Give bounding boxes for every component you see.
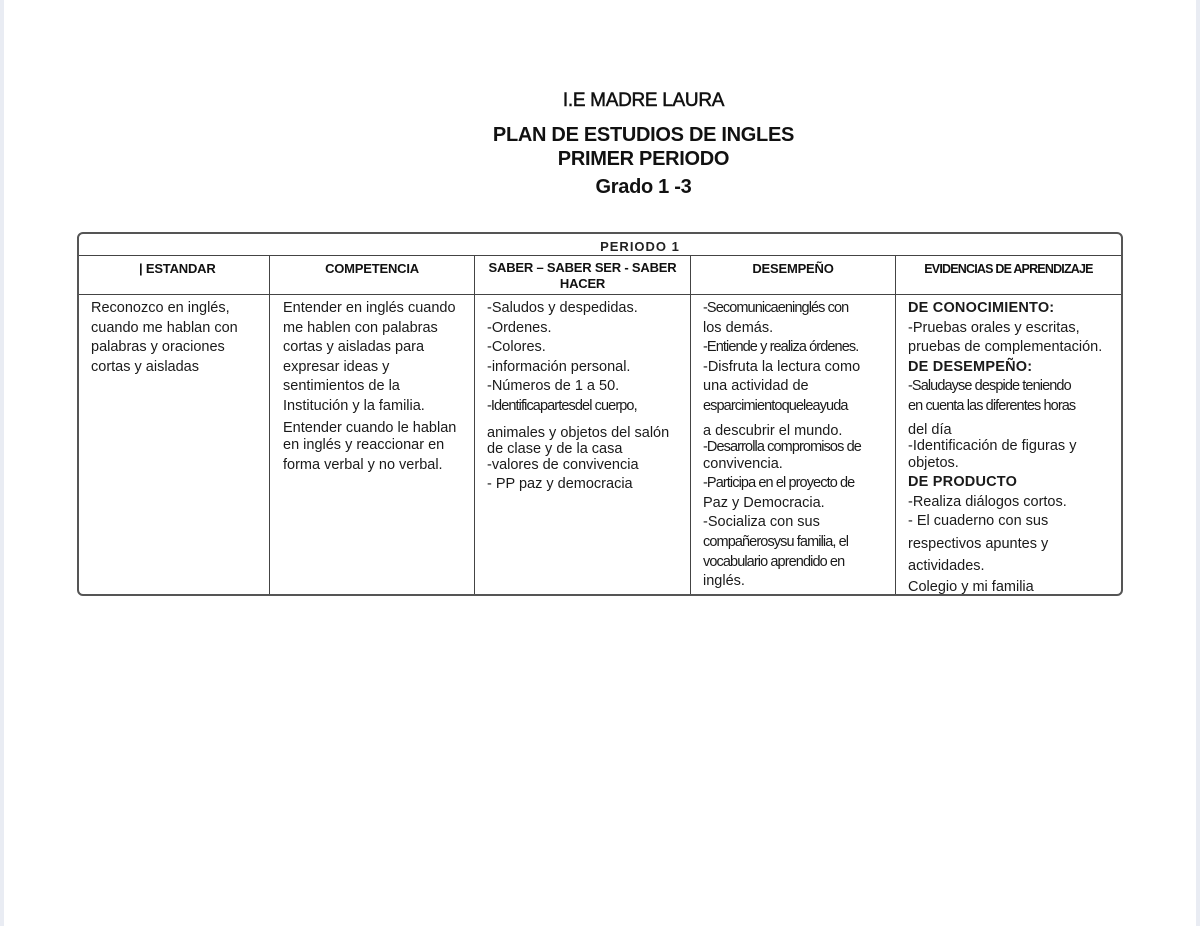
body-line: en inglés y reaccionar en <box>283 436 445 453</box>
header-line: - SABER HACER <box>559 260 677 291</box>
body-line: una actividad de <box>703 378 809 395</box>
column-header-saber <box>475 256 690 295</box>
document-title-block <box>0 90 1200 202</box>
study-plan-table <box>77 232 1123 596</box>
body-line: respectivos apuntes y <box>908 535 1049 552</box>
section-title-producto: DE PRODUCTO <box>908 474 1018 491</box>
period-title: PRIMER PERIODO <box>557 148 730 170</box>
column-body-desempeno <box>691 295 895 592</box>
body-line: cuando me hablan con <box>91 319 238 336</box>
body-line: -Colores. <box>487 339 546 356</box>
body-line: -información personal. <box>487 358 631 375</box>
body-line: expresar ideas y <box>283 358 390 375</box>
body-line: me hablen con palabras <box>283 319 438 336</box>
body-line: forma verbal y no verbal. <box>283 456 443 473</box>
body-line: pruebas de complementación. <box>908 339 1103 356</box>
column-saber <box>475 256 691 594</box>
column-body-saber <box>475 295 690 495</box>
column-desempeno <box>691 256 896 594</box>
column-header-estandar <box>79 256 269 295</box>
body-line: del día <box>908 421 952 438</box>
column-header-evidencias <box>896 256 1121 295</box>
header-line: | ESTANDAR <box>139 261 216 276</box>
body-line: -Desarrolla compromisos de <box>703 438 861 455</box>
body-line: a descubrir el mundo. <box>703 422 843 439</box>
body-line: convivencia. <box>703 455 783 472</box>
body-line: Colegio y mi familia <box>908 579 1034 596</box>
column-header-competencia <box>270 256 474 295</box>
header-line: SABER – SABER SER <box>488 260 621 275</box>
body-line: -Realiza diálogos cortos. <box>908 493 1067 510</box>
header-line: EVIDENCIAS DE APRENDIZAJE <box>924 262 1093 276</box>
section-title-desempeno: DE DESEMPEÑO: <box>908 358 1033 375</box>
body-line: -Secomunicaeninglés con <box>703 300 849 316</box>
column-evidencias <box>896 256 1121 594</box>
body-line: -Ordenes. <box>487 319 552 336</box>
column-body-competencia <box>270 295 474 476</box>
body-line: Institución y la familia. <box>283 397 425 414</box>
body-line: esparcimientoqueleayuda <box>703 397 848 414</box>
body-line: cortas y aisladas para <box>283 339 425 356</box>
body-line: sentimientos de la <box>283 378 400 395</box>
body-line: de clase y de la casa <box>487 440 623 457</box>
body-line: -Identificación de figuras y <box>908 437 1077 454</box>
body-line: actividades. <box>908 557 985 574</box>
body-line: Entender en inglés cuando <box>283 300 456 316</box>
body-line: -Socializa con sus <box>703 514 820 531</box>
period-label: PERIODO 1 <box>600 239 680 254</box>
body-line: -valores de convivencia <box>487 456 639 473</box>
body-line: -Números de 1 a 50. <box>487 378 620 395</box>
body-line: inglés. <box>703 573 745 590</box>
column-header-desempeno <box>691 256 895 295</box>
column-estandar <box>79 256 270 594</box>
body-line: - PP paz y democracia <box>487 476 633 493</box>
body-line: Paz y Democracia. <box>703 494 825 511</box>
column-body-evidencias <box>896 295 1121 596</box>
header-line: DESEMPEÑO <box>752 261 834 276</box>
body-line: animales y objetos del salón <box>487 424 670 441</box>
body-line: en cuenta las diferentes horas <box>908 397 1076 414</box>
body-line: -Pruebas orales y escritas, <box>908 319 1080 336</box>
body-line: -Identificapartesdel cuerpo, <box>487 397 637 414</box>
section-title-conocimiento: DE CONOCIMIENTO: <box>908 300 1055 316</box>
body-line: compañerosysu familia, el <box>703 533 849 550</box>
body-line: cortas y aisladas <box>91 358 199 375</box>
plan-title: PLAN DE ESTUDIOS DE INGLES <box>492 124 795 146</box>
body-line: Reconozco en inglés, <box>91 300 230 316</box>
body-line: objetos. <box>908 454 959 471</box>
body-line: -Saludayse despide teniendo <box>908 378 1071 395</box>
body-line: vocabulario aprendido en <box>703 553 845 570</box>
body-line: Entender cuando le hablan <box>283 419 457 436</box>
body-line: los demás. <box>703 319 774 336</box>
body-line: - El cuaderno con sus <box>908 513 1049 530</box>
period-header <box>79 234 1121 256</box>
body-line: -Disfruta la lectura como <box>703 358 861 375</box>
body-line: -Saludos y despedidas. <box>487 300 638 316</box>
body-line: -Entiende y realiza órdenes. <box>703 339 859 356</box>
school-name: I.E MADRE LAURA <box>562 90 725 111</box>
body-line: palabras y oraciones <box>91 339 225 356</box>
grade-label: Grado 1 -3 <box>595 176 692 198</box>
column-body-estandar <box>79 295 269 377</box>
header-line: COMPETENCIA <box>325 261 419 276</box>
column-competencia <box>270 256 475 594</box>
body-line: -Participa en el proyecto de <box>703 475 855 492</box>
